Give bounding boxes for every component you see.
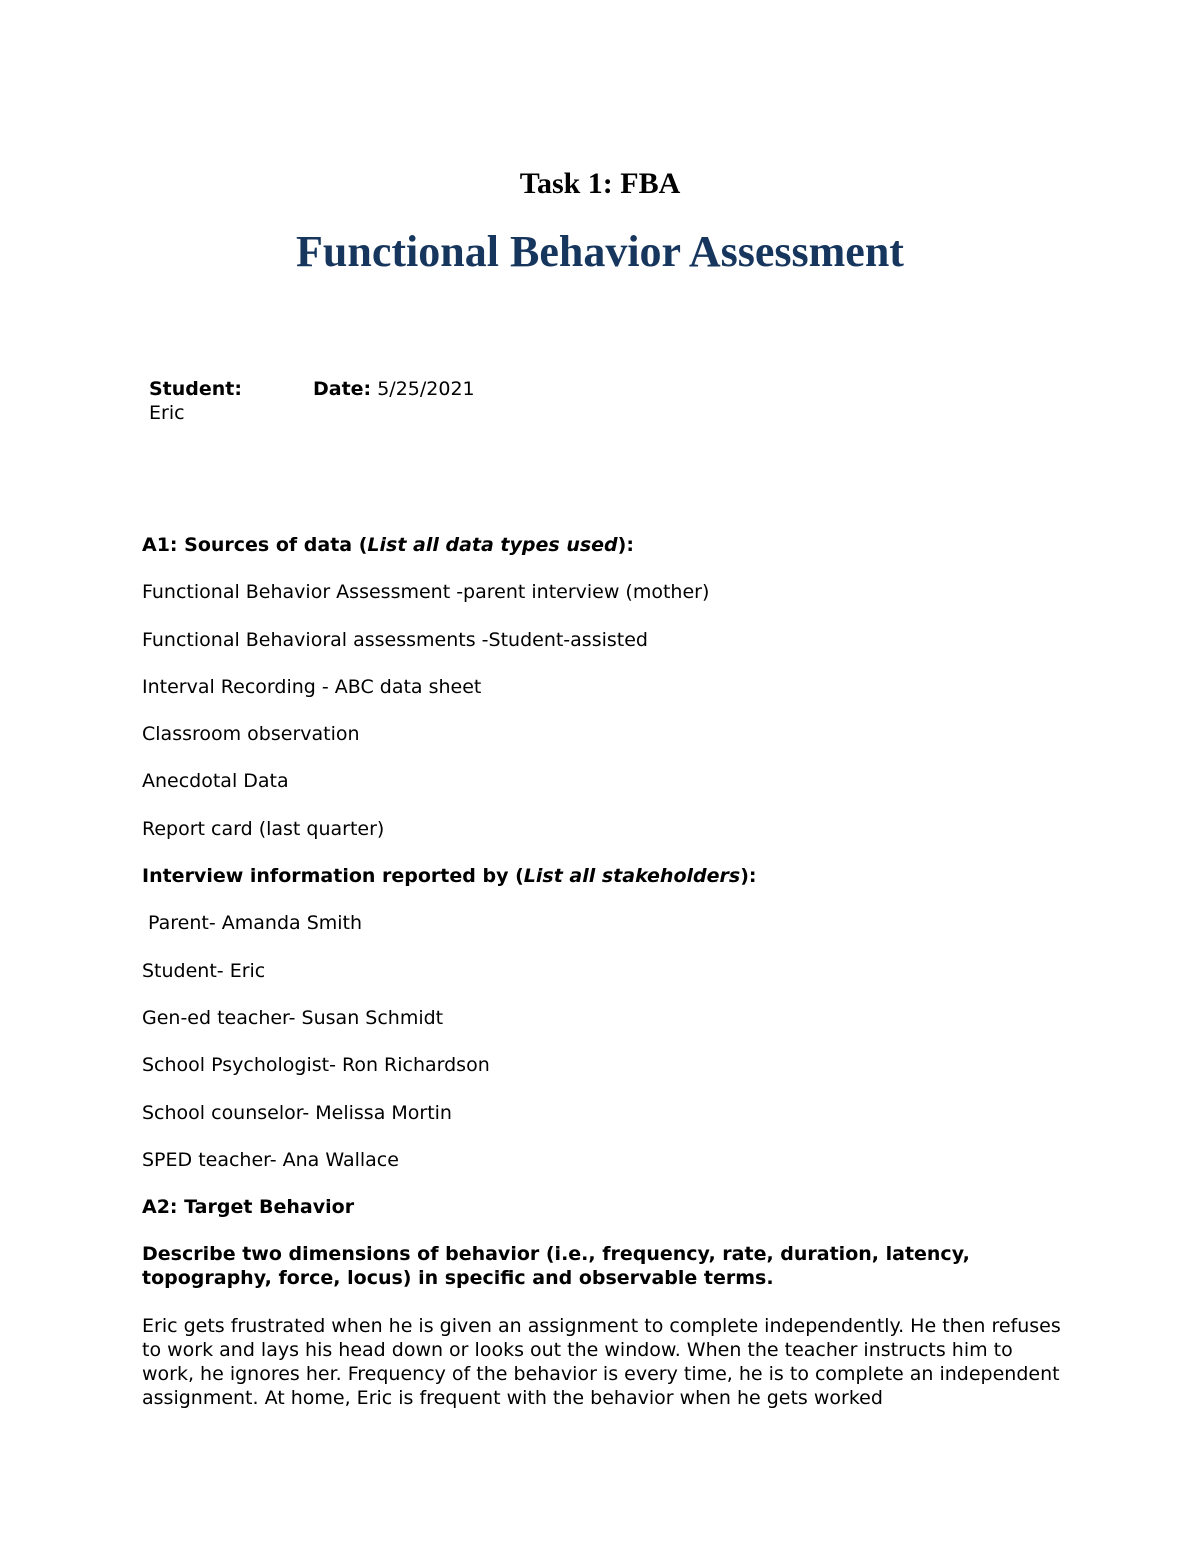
stakeholder-item: Parent- Amanda Smith (142, 912, 363, 935)
data-source-item: Interval Recording - ABC data sheet (142, 675, 482, 698)
stakeholder-item: SPED teacher- Ana Wallace (142, 1148, 399, 1171)
a1-heading-prefix: A1: Sources of data ( (142, 534, 368, 556)
interview-heading-prefix: Interview information reported by ( (142, 865, 524, 888)
data-source-item: Classroom observation (142, 723, 360, 746)
date-field (313, 377, 475, 401)
date-label: Date: (313, 378, 372, 400)
a2-prompt: Describe two dimensions of behavior (i.e., frequency, rate, duration, latency, topography, force, locus) in specific and observable terms. (142, 1243, 970, 1290)
a2-paragraph: Eric gets frustrated when he is given an assignment to complete independently. He then refuses to work and lays his head down or looks out the window. When the teacher instructs him to work, he ignores her. Frequency of the behavior is every time, he is to complete an independent assignment. At home, Eric is frequent with the behavior when he gets worked (142, 1314, 1061, 1409)
stakeholder-item: Gen-ed teacher- Susan Schmidt (142, 1006, 444, 1029)
stakeholder-item: Student- Eric (142, 959, 266, 982)
date-value: 5/25/2021 (377, 378, 475, 400)
data-source-item: Report card (last quarter) (142, 817, 385, 840)
a2-heading: A2: Target Behavior (142, 1196, 355, 1219)
interview-heading-italic: List all stakeholders (523, 865, 741, 888)
a1-heading-suffix: ): (617, 534, 634, 556)
interview-heading-suffix: ): (740, 865, 757, 888)
student-value: Eric (149, 402, 185, 424)
stakeholder-item: School Psychologist- Ron Richardson (142, 1054, 490, 1077)
data-source-item: Functional Behavior Assessment -parent interview (mother) (142, 581, 710, 604)
stakeholder-item: School counselor- Melissa Mortin (142, 1101, 452, 1124)
student-field (149, 377, 309, 425)
a1-heading (142, 533, 1062, 557)
interview-heading (142, 864, 1062, 888)
student-label: Student: (149, 378, 242, 400)
data-source-item: Functional Behavioral assessments -Student-assisted (142, 628, 648, 651)
document-title: Functional Behavior Assessment (296, 227, 904, 276)
task-title: Task 1: FBA (519, 167, 681, 200)
document-body (142, 533, 1062, 1410)
a1-heading-italic: List all data types used (367, 534, 618, 556)
data-source-item: Anecdotal Data (142, 770, 289, 793)
